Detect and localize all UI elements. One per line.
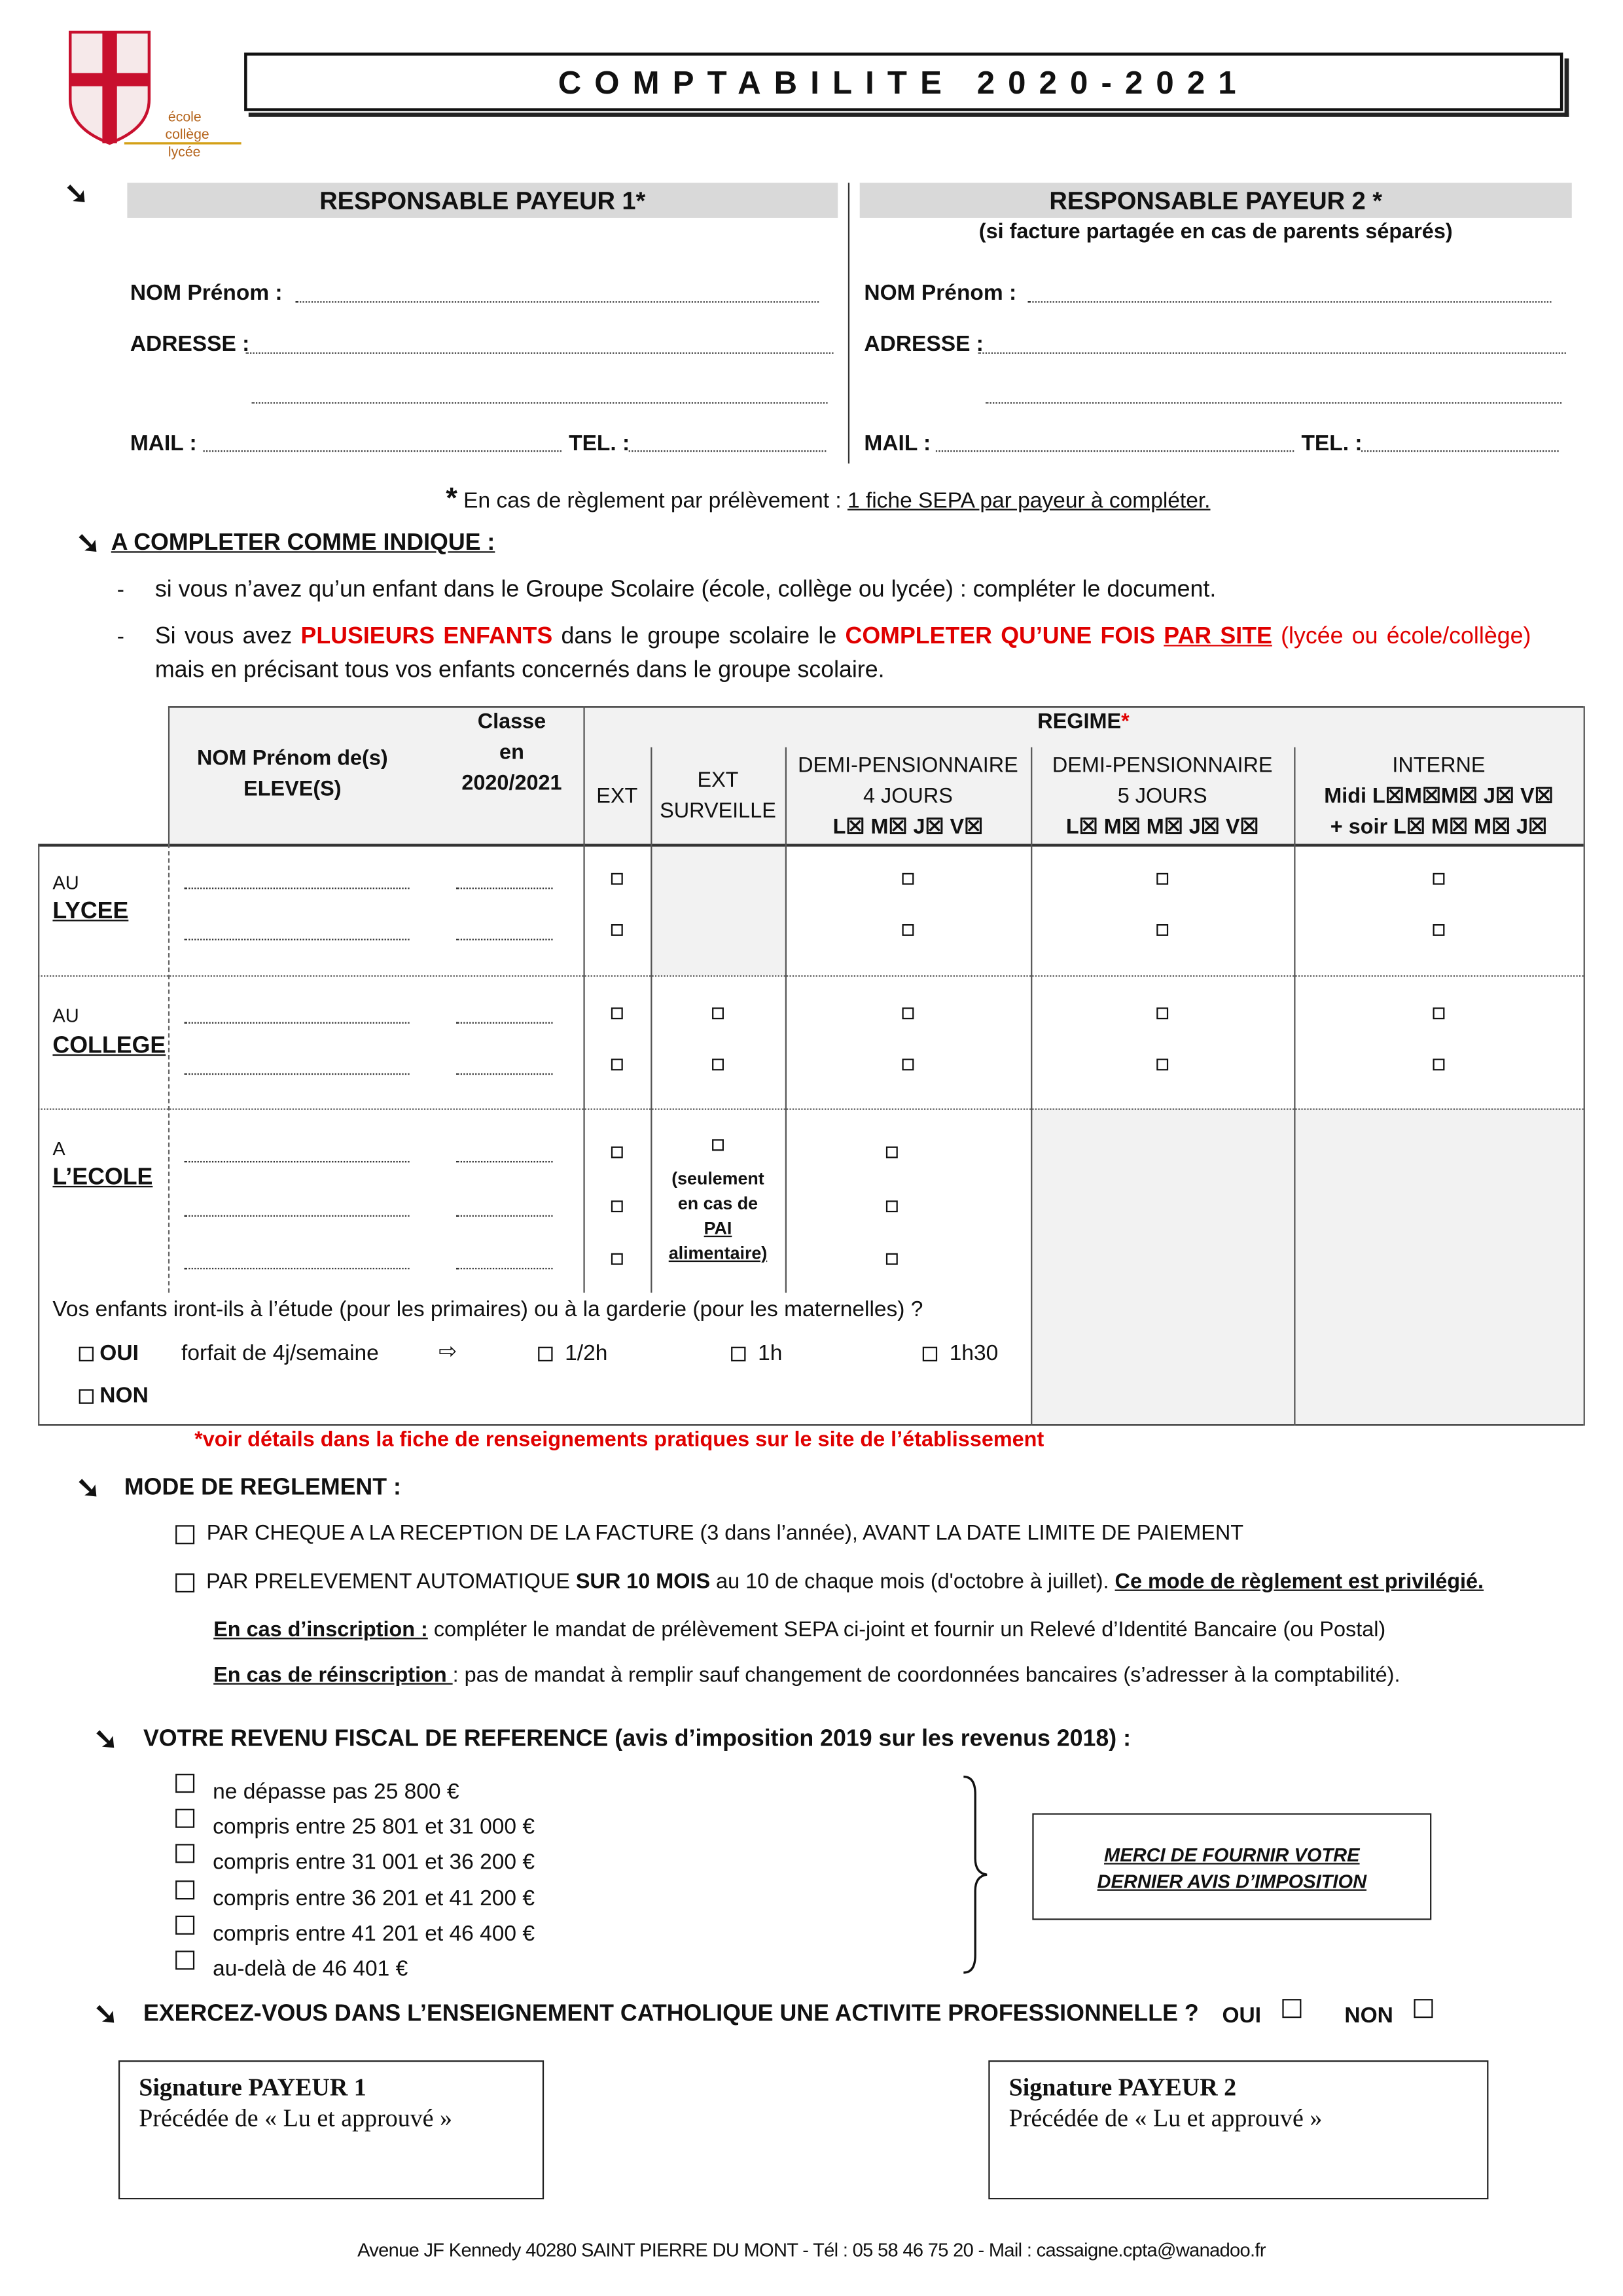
revenu-heading: VOTRE REVENU FISCAL DE REFERENCE (avis d’imposition 2019 sur les revenus 2018) : bbox=[143, 1727, 1132, 1752]
col-header-nom bbox=[168, 744, 417, 806]
text: OUI bbox=[99, 1340, 139, 1366]
border bbox=[38, 844, 1584, 846]
border bbox=[1031, 747, 1032, 1426]
regime-checkbox-int[interactable] bbox=[1433, 1059, 1445, 1071]
text: compris entre 36 201 et 41 200 € bbox=[213, 1886, 535, 1911]
checkbox[interactable] bbox=[79, 1390, 94, 1404]
reinscription-note bbox=[213, 1664, 1400, 1688]
text: Classe bbox=[477, 710, 546, 734]
regime-checkbox-dp5[interactable] bbox=[1156, 873, 1168, 885]
catholique-non[interactable] bbox=[1344, 2002, 1433, 2028]
row-prefix: A bbox=[52, 1138, 65, 1160]
student-class-field[interactable] bbox=[456, 1161, 552, 1162]
bullet-dash: - bbox=[116, 577, 124, 603]
text: 4 JOURS bbox=[863, 785, 953, 809]
text: PAR CHEQUE A LA RECEPTION DE LA FACTURE (3 dans l’année), AVANT LA DATE LIMITE DE PAIEMENT bbox=[206, 1522, 1244, 1546]
regime-checkbox-dp4[interactable] bbox=[902, 873, 914, 885]
regime-checkbox-int[interactable] bbox=[1433, 924, 1445, 936]
enrollment-table bbox=[38, 706, 1584, 1426]
brace-icon bbox=[957, 1774, 993, 1975]
text: PAI bbox=[704, 1218, 732, 1239]
row-site-college: COLLEGE bbox=[52, 1033, 166, 1059]
highlight: COMPLETER QU’UNE FOIS bbox=[845, 624, 1164, 649]
regime-checkbox-dp4[interactable] bbox=[886, 1253, 898, 1265]
text: au 10 de chaque mois (d'octobre à juillet). bbox=[710, 1570, 1115, 1594]
forfait-label: forfait de 4j/semaine bbox=[181, 1340, 379, 1366]
instruction-bullet-1: si vous n’avez qu’un enfant dans le Groupe Scolaire (école, collège ou lycée) : compléter le document. bbox=[154, 577, 1217, 603]
text: en bbox=[499, 741, 524, 765]
inscription-note bbox=[213, 1619, 1385, 1642]
text: 5 JOURS bbox=[1117, 785, 1207, 809]
regime-checkbox-dp4[interactable] bbox=[886, 1200, 898, 1212]
checkbox[interactable] bbox=[175, 1915, 194, 1934]
highlight: (lycée ou école/collège) bbox=[1272, 624, 1531, 649]
etude-non-option[interactable] bbox=[79, 1384, 149, 1408]
text: : pas de mandat à remplir sauf changement de coordonnées bancaires (s’adresser à la comptabilité). bbox=[452, 1664, 1400, 1688]
text: ne dépasse pas 25 800 € bbox=[213, 1780, 459, 1805]
payer2-heading: RESPONSABLE PAYEUR 2 * bbox=[860, 183, 1572, 218]
regime-checkbox-dp5[interactable] bbox=[1156, 924, 1168, 936]
text: Si vous avez bbox=[154, 624, 301, 649]
regime-checkbox-dp4[interactable] bbox=[902, 1007, 914, 1019]
text: SURVEILLE bbox=[660, 800, 776, 823]
text: DEMI-PENSIONNAIRE bbox=[798, 754, 1018, 778]
payer2-subtitle: (si facture partagée en cas de parents séparés) bbox=[978, 221, 1453, 245]
text: ELEVE(S) bbox=[243, 778, 342, 802]
regime-checkbox-ext[interactable] bbox=[611, 1147, 623, 1158]
text: * bbox=[1121, 710, 1130, 734]
etude-oui-option[interactable] bbox=[79, 1341, 139, 1366]
row-site-ecole: L’ECOLE bbox=[52, 1165, 153, 1191]
text: 1h30 bbox=[949, 1340, 999, 1366]
prelevement-option[interactable] bbox=[175, 1571, 1484, 1594]
regime-checkbox-surv[interactable] bbox=[712, 1139, 724, 1151]
text: en cas de bbox=[677, 1193, 758, 1214]
arrow-icon: ➘ bbox=[76, 1472, 101, 1505]
regime-checkbox-ext[interactable] bbox=[611, 1007, 623, 1019]
text: INTERNE bbox=[1392, 754, 1486, 778]
border bbox=[1584, 706, 1585, 1426]
text: alimentaire) bbox=[668, 1243, 768, 1264]
text: NOM Prénom de(s) bbox=[197, 747, 388, 771]
text: Signature PAYEUR 1 bbox=[139, 2073, 366, 2102]
payer1-nom-label: NOM Prénom : bbox=[130, 280, 283, 306]
revenu-option[interactable] bbox=[175, 1809, 535, 1840]
text: PAR PRELEVEMENT AUTOMATIQUE bbox=[206, 1570, 576, 1594]
regime-checkbox-dp4[interactable] bbox=[886, 1147, 898, 1158]
checkbox[interactable] bbox=[175, 1774, 194, 1793]
text: compris entre 25 801 et 31 000 € bbox=[213, 1815, 535, 1840]
text: 1/2h bbox=[565, 1340, 608, 1366]
etude-option-half-hour[interactable] bbox=[538, 1341, 607, 1366]
regime-checkbox-surv[interactable] bbox=[712, 1007, 724, 1019]
pai-note bbox=[651, 1167, 785, 1266]
disabled-cells bbox=[1031, 1109, 1584, 1426]
col-header-regime bbox=[583, 708, 1583, 738]
border bbox=[1294, 747, 1295, 1426]
revenu-option[interactable] bbox=[175, 1774, 459, 1805]
text: MERCI DE FOURNIR VOTRE bbox=[1104, 1844, 1360, 1866]
regime-checkbox-dp4[interactable] bbox=[902, 924, 914, 936]
student-name-field[interactable] bbox=[185, 1161, 410, 1162]
checkbox[interactable] bbox=[175, 1573, 194, 1592]
student-name-field[interactable] bbox=[185, 888, 410, 889]
text: SUR 10 MOIS bbox=[575, 1570, 711, 1594]
arrow-icon: ➘ bbox=[93, 1724, 118, 1757]
text: + soir L☒ M☒ M☒ J☒ bbox=[1330, 816, 1548, 840]
checkbox[interactable] bbox=[175, 1524, 194, 1543]
etude-option-1h[interactable] bbox=[731, 1341, 782, 1366]
border bbox=[38, 975, 1584, 977]
logo-line: collège bbox=[165, 127, 209, 143]
checkbox[interactable] bbox=[175, 1950, 194, 1969]
catholique-row bbox=[143, 2002, 1433, 2028]
student-class-field[interactable] bbox=[456, 1215, 552, 1217]
student-name-field[interactable] bbox=[185, 1022, 410, 1024]
checkbox[interactable] bbox=[175, 1844, 194, 1863]
payer1-adresse-field-2[interactable] bbox=[251, 402, 827, 403]
signature-box-payer1[interactable] bbox=[118, 2060, 544, 2199]
signature-box-payer2[interactable] bbox=[988, 2060, 1488, 2199]
payer2-tel-field[interactable] bbox=[1361, 450, 1559, 452]
payer-divider bbox=[848, 183, 849, 463]
text: dans le groupe scolaire le bbox=[552, 624, 846, 649]
text: compléter le mandat de prélèvement SEPA ci-joint et fournir un Relevé d’Identité Bancaire (ou Postal) bbox=[427, 1619, 1386, 1643]
instruction-bullet-2 bbox=[155, 624, 1531, 651]
student-name-field[interactable] bbox=[185, 1268, 410, 1269]
regime-checkbox-int[interactable] bbox=[1433, 873, 1445, 885]
school-logo bbox=[66, 26, 249, 165]
text: En cas de réinscription bbox=[213, 1664, 453, 1688]
etude-question: Vos enfants iront-ils à l’étude (pour les primaires) ou à la garderie (pour les maternelles) ? bbox=[52, 1297, 923, 1322]
row-prefix: AU bbox=[52, 1004, 79, 1027]
text: Précédée de « Lu et approuvé » bbox=[1008, 2104, 1323, 2132]
student-name-field[interactable] bbox=[185, 1073, 410, 1075]
student-class-field[interactable] bbox=[456, 1268, 552, 1269]
text: L☒ M☒ M☒ J☒ V☒ bbox=[1065, 816, 1259, 840]
payer2-mail-field[interactable] bbox=[936, 450, 1294, 452]
border bbox=[38, 1424, 1584, 1426]
payer1-mail-label: MAIL : bbox=[130, 431, 197, 457]
text: NON bbox=[99, 1383, 149, 1408]
regime-checkbox-ext[interactable] bbox=[611, 1059, 623, 1071]
text: Ce mode de règlement est privilégié. bbox=[1115, 1570, 1484, 1594]
student-name-field[interactable] bbox=[185, 939, 410, 940]
regime-checkbox-ext[interactable] bbox=[611, 1253, 623, 1265]
payer2-tel-label: TEL. : bbox=[1301, 431, 1363, 457]
highlight: PLUSIEURS ENFANTS bbox=[300, 624, 553, 649]
payer2-adresse-field[interactable] bbox=[978, 352, 1566, 353]
ext-surv-disabled-cell bbox=[651, 844, 785, 975]
checkbox[interactable] bbox=[923, 1347, 937, 1361]
text: Midi L☒M☒M☒ J☒ V☒ bbox=[1324, 785, 1554, 809]
text: (seulement bbox=[671, 1168, 764, 1189]
text: compris entre 31 001 et 36 200 € bbox=[213, 1850, 535, 1876]
row-prefix: AU bbox=[52, 871, 79, 894]
details-note: *voir détails dans la fiche de renseignements pratiques sur le site de l’établissement bbox=[194, 1428, 1044, 1452]
payer2-nom-label: NOM Prénom : bbox=[864, 280, 1017, 306]
payer1-tel-field[interactable] bbox=[629, 450, 827, 452]
payer2-adresse-field-2[interactable] bbox=[986, 402, 1561, 403]
catholique-oui[interactable] bbox=[1222, 2002, 1300, 2028]
col-header-interne bbox=[1294, 751, 1583, 844]
bullet-dash: - bbox=[116, 624, 124, 649]
checkbox[interactable] bbox=[1414, 1999, 1433, 2018]
highlight: PAR SITE bbox=[1164, 624, 1272, 649]
student-name-field[interactable] bbox=[185, 1215, 410, 1217]
text: NON bbox=[1344, 2003, 1393, 2028]
payer2-nom-field[interactable] bbox=[1028, 301, 1552, 302]
regime-checkbox-ext[interactable] bbox=[611, 1200, 623, 1212]
checkbox[interactable] bbox=[731, 1347, 745, 1361]
regime-checkbox-dp5[interactable] bbox=[1156, 1007, 1168, 1019]
sepa-star: * bbox=[446, 482, 457, 515]
text: DEMI-PENSIONNAIRE bbox=[1052, 754, 1273, 778]
sepa-link: 1 fiche SEPA par payeur à compléter. bbox=[847, 488, 1211, 514]
arrow-icon: ➘ bbox=[93, 1999, 118, 2032]
revenu-option[interactable] bbox=[175, 1880, 535, 1911]
reglement-heading: MODE DE REGLEMENT : bbox=[124, 1475, 401, 1501]
instruction-bullet-2-line2: mais en précisant tous vos enfants concernés dans le groupe scolaire. bbox=[154, 658, 885, 683]
footer-address: Avenue JF Kennedy 40280 SAINT PIERRE DU MONT - Tél : 05 58 46 75 20 - Mail : cassaigne.cpta@wanadoo.fr bbox=[357, 2238, 1266, 2261]
arrow-icon: ➘ bbox=[76, 528, 101, 560]
col-header-dp5 bbox=[1031, 751, 1294, 844]
checkbox[interactable] bbox=[538, 1347, 552, 1361]
text: Signature PAYEUR 2 bbox=[1008, 2073, 1237, 2102]
regime-checkbox-ext[interactable] bbox=[611, 873, 623, 885]
payer1-nom-field[interactable] bbox=[295, 301, 819, 302]
payer1-heading: RESPONSABLE PAYEUR 1* bbox=[127, 183, 838, 218]
checkbox[interactable] bbox=[1281, 1999, 1300, 2018]
revenu-option[interactable] bbox=[175, 1915, 535, 1946]
student-class-field[interactable] bbox=[456, 1073, 552, 1075]
col-header-ext-surveille bbox=[651, 766, 785, 828]
border bbox=[38, 1109, 1584, 1110]
text: au-delà de 46 401 € bbox=[213, 1956, 408, 1982]
payer2-mail-label: MAIL : bbox=[864, 431, 931, 457]
text: Précédée de « Lu et approuvé » bbox=[139, 2104, 453, 2132]
logo-line: école bbox=[168, 109, 202, 126]
payer1-mail-field[interactable] bbox=[204, 450, 562, 452]
checkbox[interactable] bbox=[175, 1809, 194, 1828]
arrow-right-icon: ⇨ bbox=[438, 1339, 457, 1365]
sepa-note bbox=[446, 482, 1210, 516]
student-class-field[interactable] bbox=[456, 888, 552, 889]
text: OUI bbox=[1222, 2003, 1262, 2028]
text: EXT bbox=[697, 769, 739, 793]
col-header-dp4 bbox=[785, 751, 1031, 844]
border bbox=[168, 844, 169, 1293]
regime-checkbox-dp5[interactable] bbox=[1156, 1059, 1168, 1071]
student-class-field[interactable] bbox=[456, 939, 552, 940]
logo-line: lycée bbox=[168, 145, 201, 161]
regime-checkbox-surv[interactable] bbox=[712, 1059, 724, 1071]
col-header-classe bbox=[444, 708, 579, 800]
text: En cas d’inscription : bbox=[213, 1619, 428, 1643]
instructions-heading: A COMPLETER COMME INDIQUE : bbox=[111, 531, 495, 556]
page-title: COMPTABILITE 2020-2021 bbox=[244, 52, 1563, 111]
text: REGIME bbox=[1037, 710, 1122, 734]
payer1-adresse-label: ADRESSE : bbox=[130, 332, 250, 357]
revenu-option[interactable] bbox=[175, 1844, 535, 1876]
regime-checkbox-int[interactable] bbox=[1433, 1007, 1445, 1019]
row-site-lycee: LYCEE bbox=[52, 899, 129, 925]
sepa-text: En cas de règlement par prélèvement : bbox=[457, 488, 847, 514]
revenu-option[interactable] bbox=[175, 1950, 408, 1982]
etude-option-1h30[interactable] bbox=[923, 1341, 999, 1366]
col-header-ext: EXT bbox=[596, 785, 638, 809]
regime-checkbox-ext[interactable] bbox=[611, 924, 623, 936]
payer1-adresse-field[interactable] bbox=[245, 352, 833, 353]
checkbox[interactable] bbox=[175, 1880, 194, 1899]
text: compris entre 41 201 et 46 400 € bbox=[213, 1921, 535, 1946]
text: DERNIER AVIS D’IMPOSITION bbox=[1097, 1870, 1367, 1893]
checkbox[interactable] bbox=[79, 1347, 94, 1361]
payer2-adresse-label: ADRESSE : bbox=[864, 332, 984, 357]
catholique-question: EXERCEZ-VOUS DANS L’ENSEIGNEMENT CATHOLIQUE UNE ACTIVITE PROFESSIONNELLE ? bbox=[143, 2001, 1199, 2027]
text: L☒ M☒ J☒ V☒ bbox=[832, 816, 984, 840]
regime-checkbox-dp4[interactable] bbox=[902, 1059, 914, 1071]
text: 1h bbox=[758, 1340, 783, 1366]
student-class-field[interactable] bbox=[456, 1022, 552, 1024]
text: 2020/2021 bbox=[461, 772, 562, 796]
merci-box bbox=[1032, 1813, 1431, 1920]
border bbox=[38, 844, 39, 1426]
cheque-option[interactable] bbox=[175, 1521, 1243, 1546]
payer1-tel-label: TEL. : bbox=[569, 431, 630, 457]
arrow-icon: ➘ bbox=[64, 178, 89, 211]
